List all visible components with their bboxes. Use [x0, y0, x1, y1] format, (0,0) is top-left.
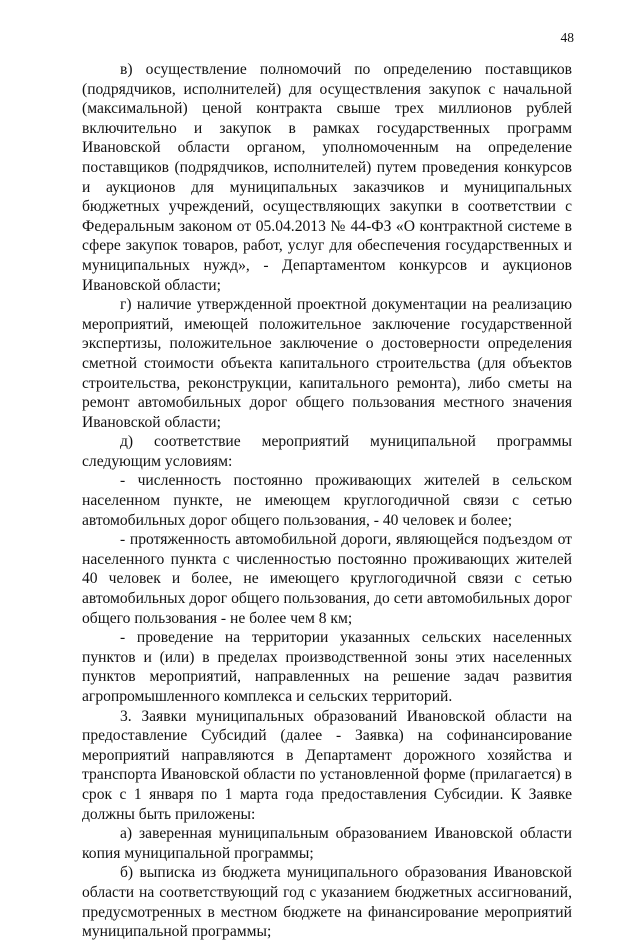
page-number: 48 — [560, 30, 574, 45]
paragraph-d-program-conditions: д) соответствие мероприятий муниципальной программы следующим условиям: — [82, 433, 572, 470]
condition-road-length: - протяженность автомобильной дороги, являющейся подъездом от населенного пункта с численностью постоянно проживающих жителей 40 человек и более, не имеющего круглогодичной связи с сетью автомобильных дорог общего пользования, до сети автомобильных дорог общего пользования - не более чем 8 км; — [82, 531, 572, 627]
paragraph-3-applications: 3. Заявки муниципальных образований Ивановской области на предоставление Субсидий (далее - Заявка) на софинансирование мероприятий направляются в Департамент дорожного хозяйства и транспорта Ивановской области по установленной форме (прилагается) в срок с 1 января по 1 марта года предоставления Субсидии. К Заявке должны быть приложены: — [82, 707, 572, 823]
attachment-a-program-copy: а) заверенная муниципальным образованием Ивановской области копия муниципальной программы; — [82, 825, 572, 862]
condition-agro-development: - проведение на территории указанных сельских населенных пунктов и (или) в пределах производственной зоны этих населенных пунктов мероприятий, направленных на решение задач развития агропромышленного комплекса и сельских территорий. — [82, 629, 572, 705]
condition-population: - численность постоянно проживающих жителей в сельском населенном пункте, не имеющем круглогодичной связи с сетью автомобильных дорог общего пользования, - 40 человек и более; — [82, 472, 572, 529]
document-body — [82, 60, 572, 942]
paragraph-g-project-documentation: г) наличие утвержденной проектной документации на реализацию мероприятий, имеющей положительное заключение государственной экспертизы, положительное заключение о достоверности определения сметной стоимости объекта капитального строительства (для объектов строительства, реконструкции, капитального ремонта), либо сметы на ремонт автомобильных дорог общего пользования местного значения Ивановской области; — [82, 296, 572, 431]
paragraph-v-procurement-authority: в) осуществление полномочий по определению поставщиков (подрядчиков, исполнителей) для осуществления закупок с начальной (максимальной) ценой контракта свыше трех миллионов рублей включительно и закупок в рамках государственных программ Ивановской области органом, уполномоченным на определение поставщиков (подрядчиков, исполнителей) путем проведения конкурсов и аукционов для муниципальных заказчиков и муниципальных бюджетных учреждений, осуществляющих закупки в соответствии с Федеральным законом от 05.04.2013 № 44-ФЗ «О контрактной системе в сфере закупок товаров, работ, услуг для обеспечения государственных и муниципальных нужд», - Департаментом конкурсов и аукционов Ивановской области; — [82, 61, 572, 294]
attachment-b-budget-extract: б) выписка из бюджета муниципального образования Ивановской области на соответствующий год с указанием бюджетных ассигнований, предусмотренных в местном бюджете на финансирование мероприятий муниципальной программы; — [82, 864, 572, 941]
